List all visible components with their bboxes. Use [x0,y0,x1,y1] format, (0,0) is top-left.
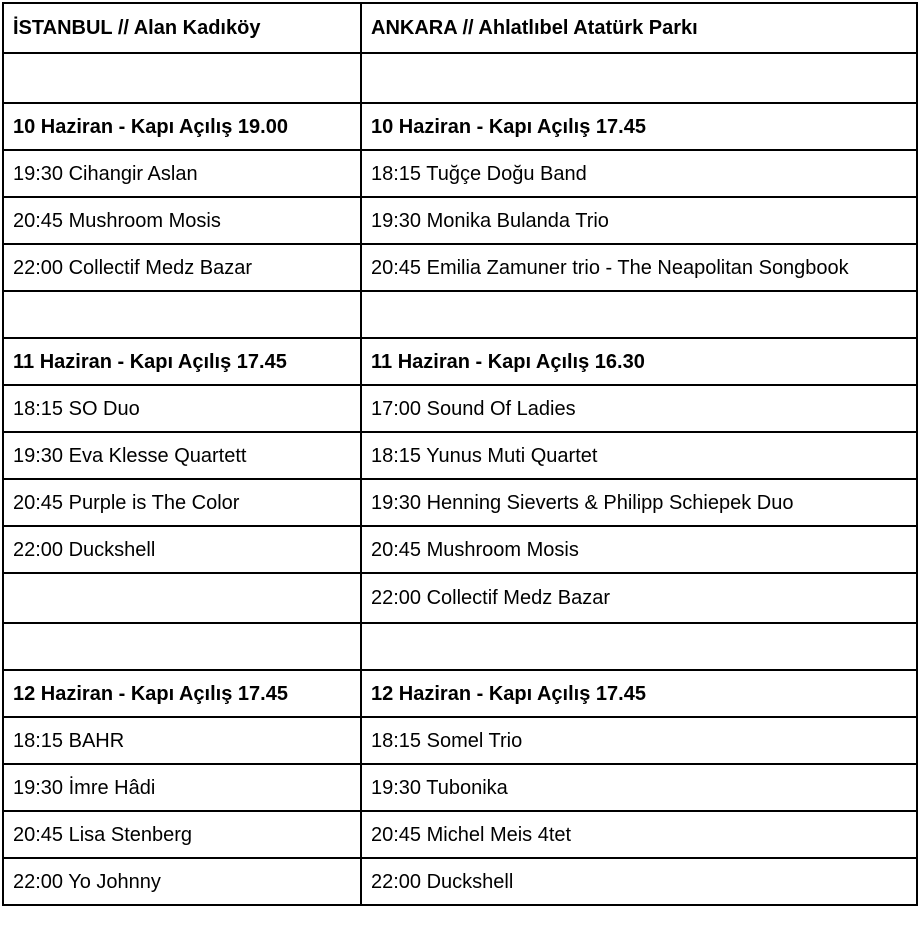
ankara-day-title: 12 Haziran - Kapı Açılış 17.45 [361,670,917,717]
day-title-row [3,103,917,150]
ankara-slot: 19:30 Henning Sieverts & Philipp Schiepek Duo [361,479,917,526]
istanbul-slot [3,573,361,623]
ankara-slot: 20:45 Emilia Zamuner trio - The Neapolitan Songbook [361,244,917,291]
empty-cell [361,53,917,103]
ankara-slot: 18:15 Yunus Muti Quartet [361,432,917,479]
ankara-slot: 18:15 Tuğçe Doğu Band [361,150,917,197]
istanbul-slot: 19:30 Cihangir Aslan [3,150,361,197]
ankara-slot: 18:15 Somel Trio [361,717,917,764]
istanbul-slot: 20:45 Mushroom Mosis [3,197,361,244]
ankara-slot: 22:00 Collectif Medz Bazar [361,573,917,623]
table-row [3,197,917,244]
istanbul-slot: 18:15 BAHR [3,717,361,764]
empty-cell [3,53,361,103]
istanbul-slot: 20:45 Lisa Stenberg [3,811,361,858]
istanbul-slot: 18:15 SO Duo [3,385,361,432]
table-row [3,432,917,479]
empty-cell [361,623,917,670]
ankara-slot: 22:00 Duckshell [361,858,917,905]
spacer-row [3,291,917,338]
istanbul-slot: 20:45 Purple is The Color [3,479,361,526]
istanbul-slot: 19:30 Eva Klesse Quartett [3,432,361,479]
empty-cell [3,623,361,670]
table-row [3,858,917,905]
istanbul-slot: 19:30 İmre Hâdi [3,764,361,811]
schedule-table [2,2,918,906]
ankara-slot: 19:30 Tubonika [361,764,917,811]
table-row [3,244,917,291]
table-row [3,479,917,526]
table-row [3,385,917,432]
spacer-row [3,623,917,670]
istanbul-day-title: 10 Haziran - Kapı Açılış 19.00 [3,103,361,150]
empty-cell [361,291,917,338]
empty-cell [3,291,361,338]
ankara-day-title: 10 Haziran - Kapı Açılış 17.45 [361,103,917,150]
spacer-row [3,53,917,103]
header-row [3,3,917,53]
day-title-row [3,338,917,385]
ankara-day-title: 11 Haziran - Kapı Açılış 16.30 [361,338,917,385]
istanbul-slot: 22:00 Collectif Medz Bazar [3,244,361,291]
table-row [3,526,917,573]
istanbul-venue-header: İSTANBUL // Alan Kadıköy [3,3,361,53]
table-row [3,811,917,858]
day-title-row [3,670,917,717]
istanbul-day-title: 12 Haziran - Kapı Açılış 17.45 [3,670,361,717]
table-row [3,150,917,197]
ankara-slot: 19:30 Monika Bulanda Trio [361,197,917,244]
ankara-slot: 20:45 Mushroom Mosis [361,526,917,573]
ankara-venue-header: ANKARA // Ahlatlıbel Atatürk Parkı [361,3,917,53]
ankara-slot: 20:45 Michel Meis 4tet [361,811,917,858]
table-row [3,573,917,623]
istanbul-slot: 22:00 Duckshell [3,526,361,573]
istanbul-slot: 22:00 Yo Johnny [3,858,361,905]
table-row [3,717,917,764]
ankara-slot: 17:00 Sound Of Ladies [361,385,917,432]
table-row [3,764,917,811]
istanbul-day-title: 11 Haziran - Kapı Açılış 17.45 [3,338,361,385]
